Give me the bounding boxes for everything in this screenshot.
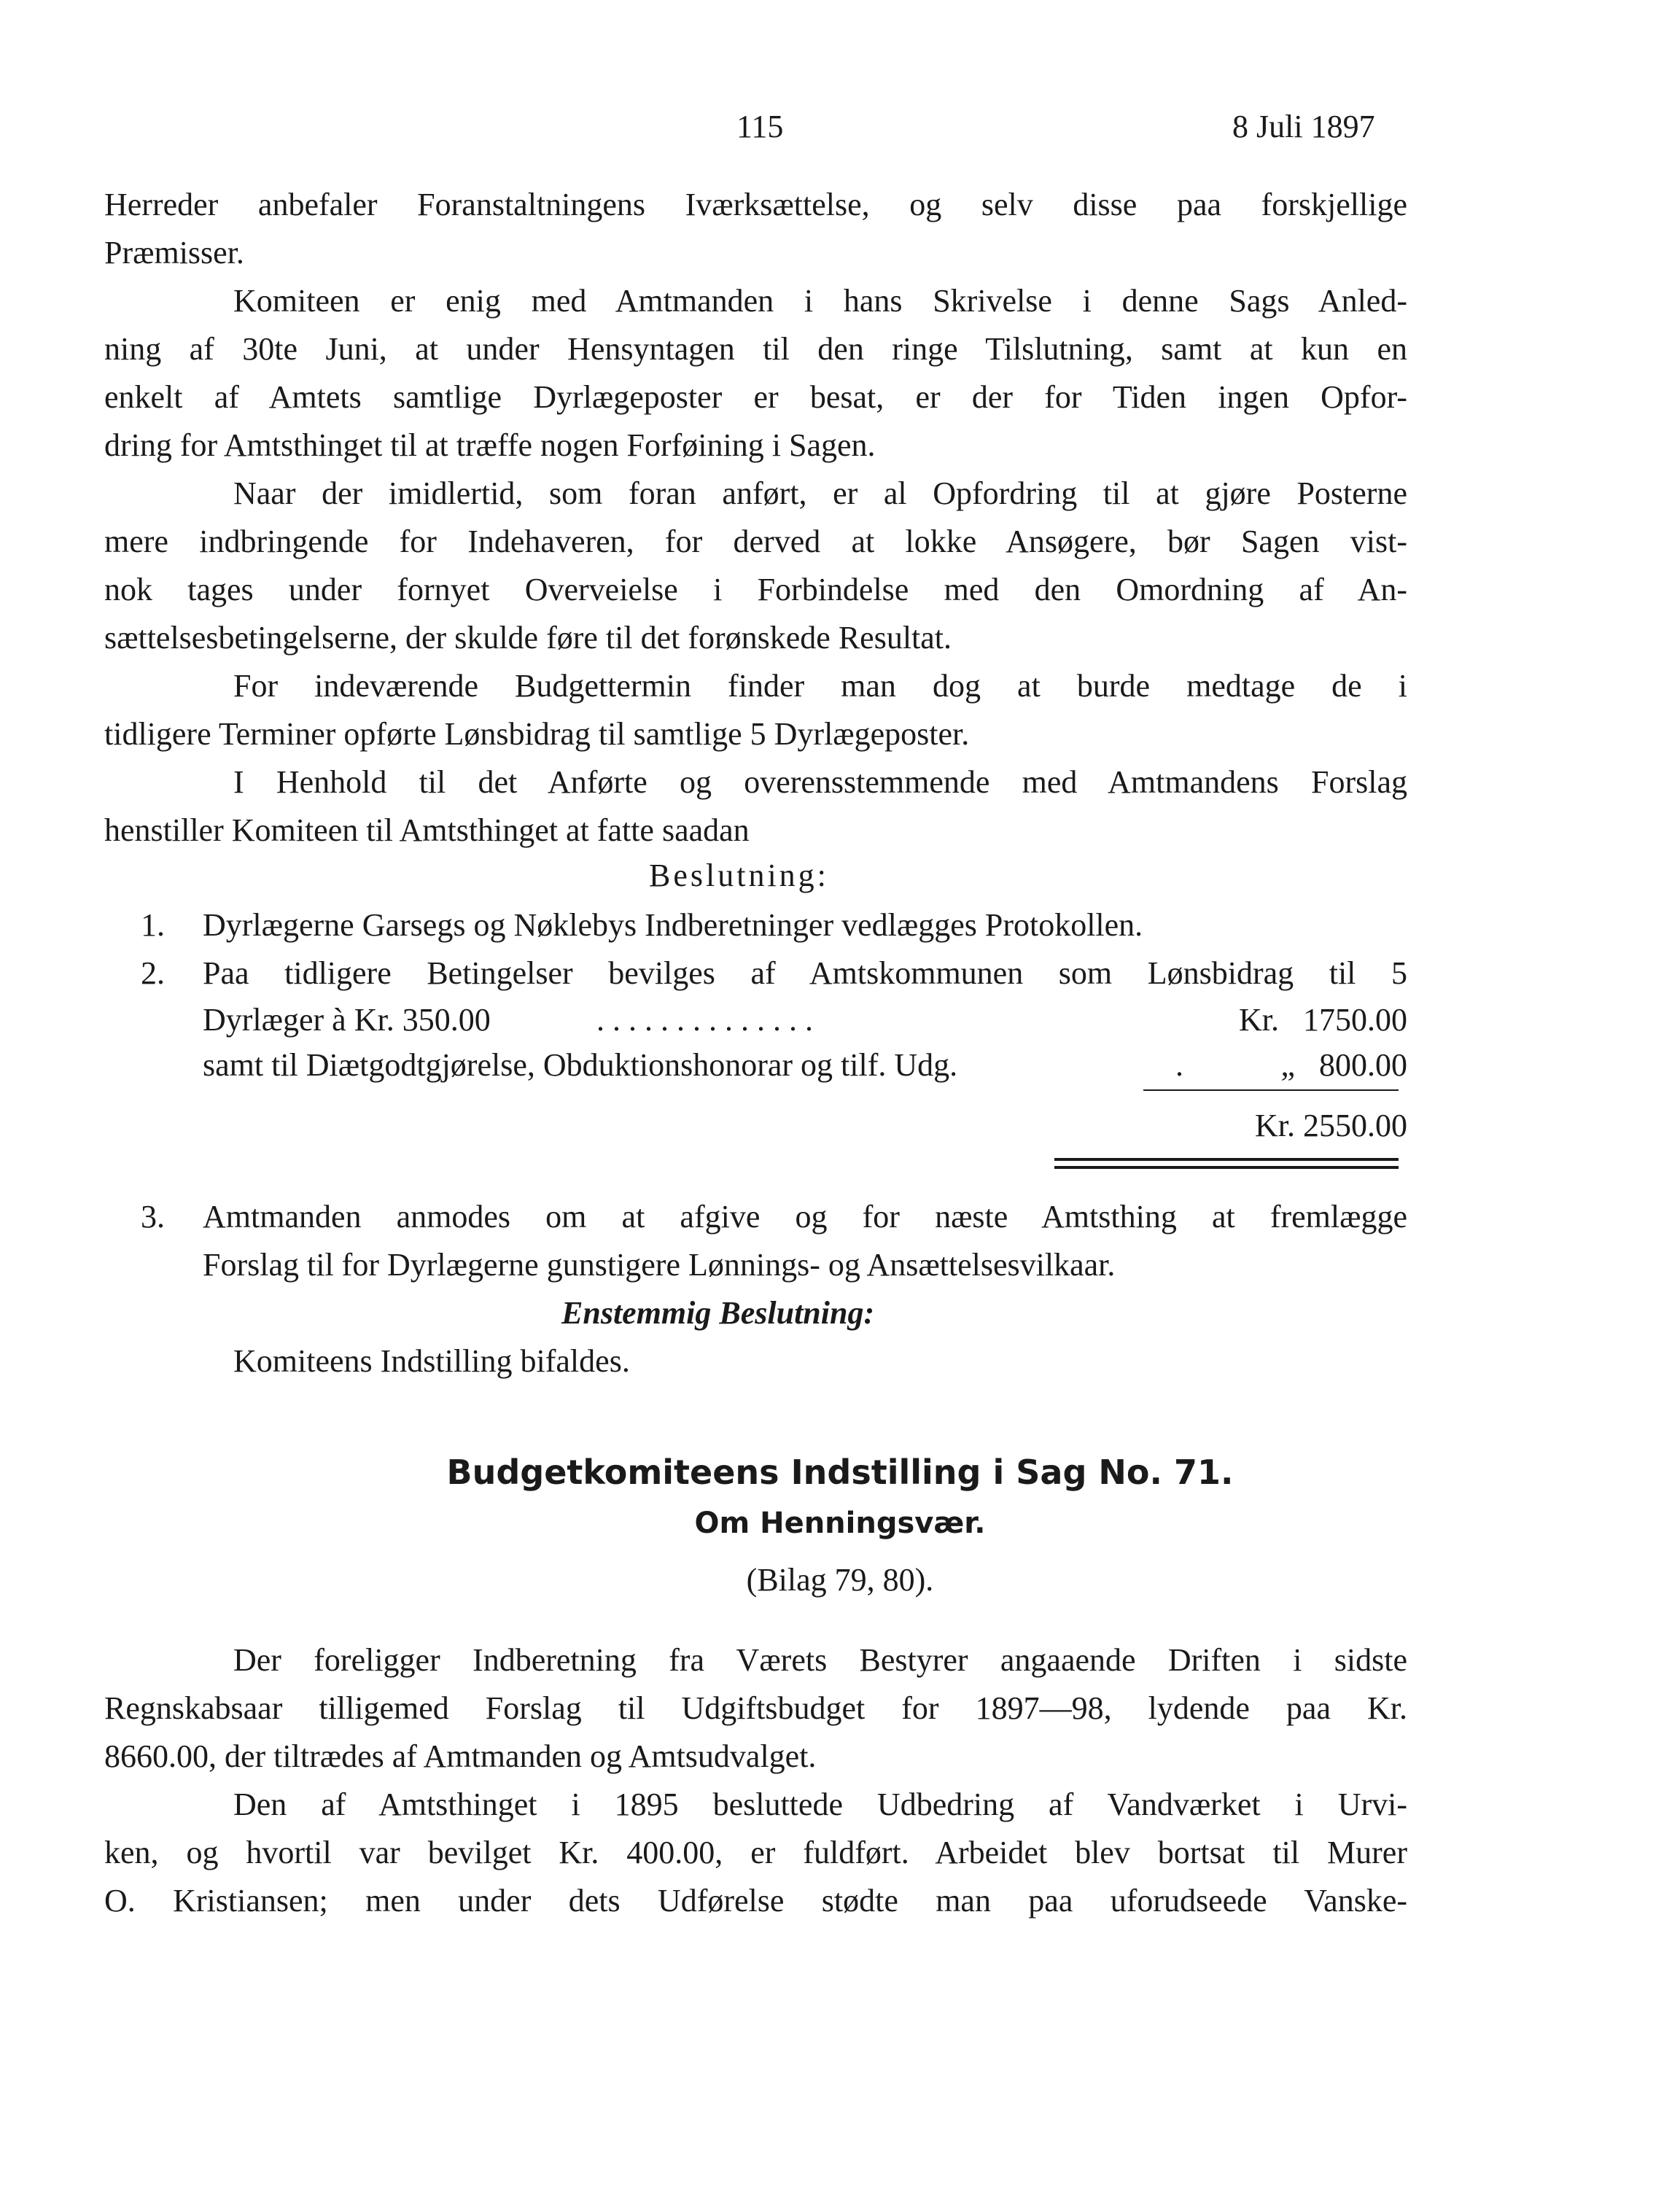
paragraph-line: henstiller Komiteen til Amtsthinget at fatte saadan <box>104 812 750 848</box>
paragraph-line: nok tages under fornyet Overveielse i Forbindelse med den Omordning af An- <box>104 572 1407 607</box>
paragraph-line: Præmisser. <box>104 235 244 271</box>
paragraph-line: I Henhold til det Anførte og overensstemmende med Amtmandens Forslag <box>233 764 1407 800</box>
paragraph-line: 8660.00, der tiltrædes af Amtmanden og Amtsudvalget. <box>104 1738 817 1774</box>
double-rule-top <box>1054 1158 1399 1161</box>
paragraph-line: For indeværende Budgettermin finder man dog at burde medtage de i <box>233 668 1407 704</box>
unanimous-heading: Enstemmig Beslutning: <box>561 1295 875 1331</box>
budget-line-label: Dyrlæger à Kr. 350.00 <box>203 1002 491 1038</box>
item-text: Paa tidligere Betingelser bevilges af Amtskommunen som Lønsbidrag til 5 <box>203 955 1407 991</box>
item-number: 2. <box>141 955 165 991</box>
paragraph-line: Den af Amtsthinget i 1895 besluttede Udbedring af Vandværket i Urvi- <box>233 1787 1407 1822</box>
paragraph-line: Regnskabsaar tilligemed Forslag til Udgiftsbudget for 1897—98, lydende paa Kr. <box>104 1690 1407 1726</box>
paragraph-line: tidligere Terminer opførte Lønsbidrag til samtlige 5 Dyrlægeposter. <box>104 716 970 752</box>
item-number: 3. <box>141 1199 165 1235</box>
budget-line-dots: . . . . . . . . . . . . . . <box>596 1002 813 1038</box>
budget-line-label: samt til Diætgodtgjørelse, Obduktionshonorar og tilf. Udg. <box>203 1047 958 1083</box>
paragraph-line: sættelsesbetingelserne, der skulde føre til det forønskede Resultat. <box>104 620 952 656</box>
budget-line-amount: Kr. 1750.00 <box>1239 1002 1407 1038</box>
paragraph-line: dring for Amtsthinget til at træffe nogen Forføining i Sagen. <box>104 427 876 463</box>
resolution-heading: Beslutning: <box>649 858 829 893</box>
paragraph-line: Herreder anbefaler Foranstaltningens Iværksættelse, og selv disse paa forskjellige <box>104 187 1407 222</box>
section-annex: (Bilag 79, 80). <box>746 1562 934 1598</box>
paragraph-line: ken, og hvortil var bevilget Kr. 400.00, er fuldført. Arbeidet blev bortsat til Murer <box>104 1835 1407 1870</box>
paragraph-line: enkelt af Amtets samtlige Dyrlægeposter er besat, er der for Tiden ingen Opfor- <box>104 379 1407 415</box>
item-text: Amtmanden anmodes om at afgive og for næste Amtsthing at fremlægge <box>203 1199 1407 1235</box>
unanimous-text: Komiteens Indstilling bifaldes. <box>233 1343 630 1379</box>
paragraph-line: O. Kristiansen; men under dets Udførelse stødte man paa uforudseede Vanske- <box>104 1883 1407 1919</box>
paragraph-line: Der foreligger Indberetning fra Værets Bestyrer angaaende Driften i sidste <box>233 1642 1407 1678</box>
section-subtitle: Om Henningsvær. <box>694 1507 986 1540</box>
budget-total: Kr. 2550.00 <box>1255 1108 1407 1143</box>
section-title: Budgetkomiteens Indstilling i Sag No. 71. <box>446 1453 1234 1492</box>
paragraph-line: Komiteen er enig med Amtmanden i hans Skrivelse i denne Sags Anled- <box>233 283 1407 319</box>
item-text: Dyrlægerne Garsegs og Nøklebys Indberetninger vedlægges Protokollen. <box>203 907 1143 943</box>
budget-line-dots: . <box>1175 1047 1183 1083</box>
page-date: 8 Juli 1897 <box>1232 109 1375 144</box>
page-number: 115 <box>736 109 784 144</box>
item-number: 1. <box>141 907 165 943</box>
item-text: Forslag til for Dyrlægerne gunstigere Lønnings- og Ansættelsesvilkaar. <box>203 1247 1116 1283</box>
sum-rule <box>1143 1089 1399 1091</box>
double-rule-bottom <box>1054 1166 1399 1169</box>
budget-line-amount: „ 800.00 <box>1280 1047 1407 1083</box>
paragraph-line: ning af 30te Juni, at under Hensyntagen til den ringe Tilslutning, samt at kun en <box>104 331 1407 367</box>
paragraph-line: Naar der imidlertid, som foran anført, er al Opfordring til at gjøre Posterne <box>233 475 1407 511</box>
paragraph-line: mere indbringende for Indehaveren, for derved at lokke Ansøgere, bør Sagen vist- <box>104 524 1407 559</box>
